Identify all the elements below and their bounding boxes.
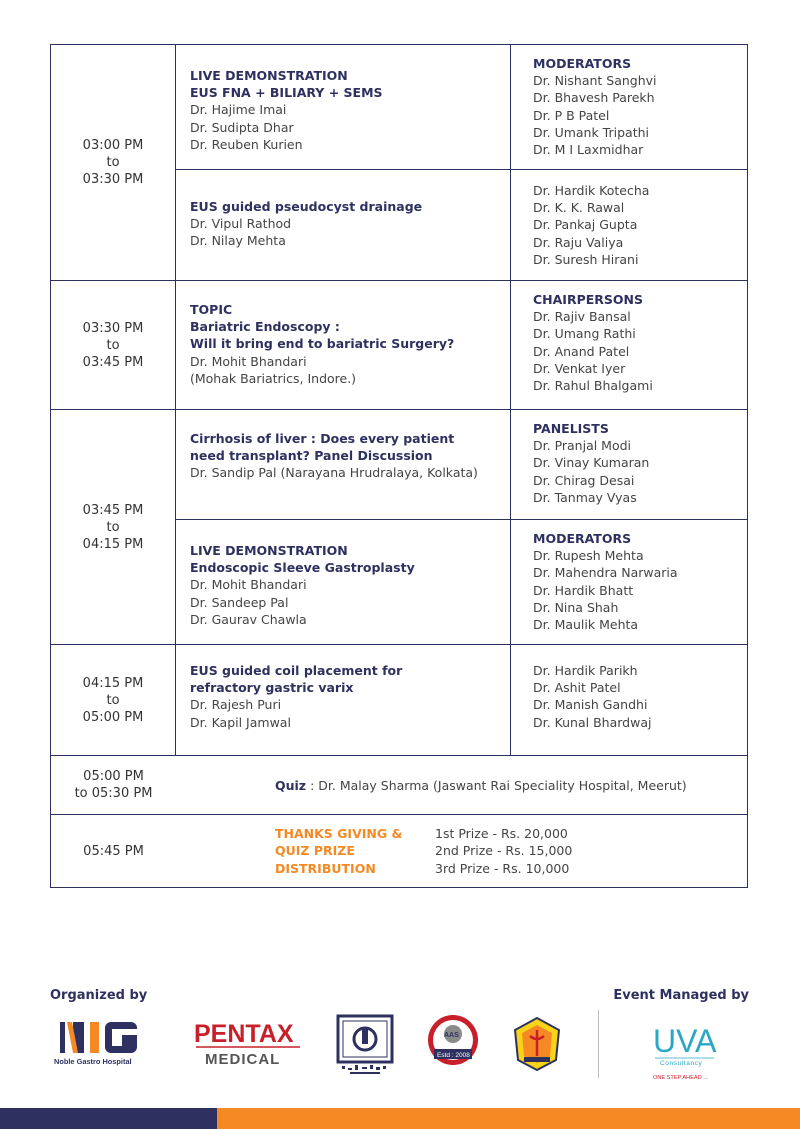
session-topic <box>176 645 511 755</box>
aas-text: AAS <box>444 1032 459 1039</box>
session-title: refractory gastric varix <box>190 680 354 696</box>
time-text: to <box>106 692 120 708</box>
time-text: 03:00 PM <box>82 138 144 153</box>
schedule-row <box>51 645 747 756</box>
session-title: need transplant? Panel Discussion <box>190 448 433 464</box>
time-slot <box>51 756 176 814</box>
panel-role-heading: MODERATORS <box>533 531 632 546</box>
speaker-name: Dr. Sudipta Dhar <box>190 119 294 135</box>
schedule-row <box>51 281 747 410</box>
panel-role-heading: MODERATORS <box>533 56 632 71</box>
session-topic <box>176 170 511 280</box>
time-text: 03:45 PM <box>82 354 144 370</box>
session-type-heading: LIVE DEMONSTRATION <box>190 68 348 83</box>
session-topic <box>176 410 511 519</box>
session <box>176 645 747 755</box>
time-text: to 05:30 PM <box>74 786 153 801</box>
panel-role-heading: PANELISTS <box>533 421 609 436</box>
panel-member-name: Dr. Vinay Kumaran <box>533 455 650 471</box>
schedule-row <box>51 45 747 281</box>
quiz-master: : Dr. Malay Sharma (Jaswant Rai Speciality Hospital, Meerut) <box>306 777 687 793</box>
pentax-medical-logo <box>192 1018 304 1070</box>
aas-estd-text: Estd : 2008 <box>437 1052 470 1059</box>
time-slot <box>51 815 176 887</box>
panel-member-name: Dr. P B Patel <box>533 107 610 123</box>
prize-item: 3rd Prize - Rs. 10,000 <box>435 860 570 876</box>
prize-item: 1st Prize - Rs. 20,000 <box>435 826 568 842</box>
session-panel <box>511 410 747 519</box>
schedule-row <box>51 410 747 645</box>
session-panel <box>511 45 747 169</box>
session-topic <box>176 281 511 409</box>
panel-member-name: Dr. Anand Patel <box>533 343 630 359</box>
panel-member-name: Dr. Maulik Mehta <box>533 617 639 633</box>
session <box>176 520 747 644</box>
panel-member-name: Dr. Rahul Bhalgami <box>533 378 653 394</box>
session <box>176 281 747 409</box>
session-topic <box>176 45 511 169</box>
session-title: Bariatric Endoscopy : <box>190 319 340 335</box>
session-topic <box>176 520 511 644</box>
time-text: 03:30 PM <box>82 172 144 187</box>
time-slot <box>51 45 176 280</box>
uva-caption: Consultancy <box>660 1060 703 1067</box>
closing-row <box>51 815 747 887</box>
session <box>176 170 747 280</box>
thanks-giving-title <box>176 825 435 877</box>
quiz-label: Quiz <box>275 777 307 793</box>
panel-member-name: Dr. Pranjal Modi <box>533 438 632 454</box>
event-managed-by-label: Event Managed by <box>613 988 749 1003</box>
society-emblem-logo <box>336 1014 394 1076</box>
prize-list <box>435 825 572 877</box>
quiz-row <box>51 756 747 815</box>
speaker-name: Dr. Reuben Kurien <box>190 136 303 152</box>
speaker-name: (Mohak Bariatrics, Indore.) <box>190 370 357 386</box>
speaker-name: Dr. Vipul Rathod <box>190 216 292 232</box>
speaker-name: Dr. Mohit Bhandari <box>190 353 307 369</box>
time-text: 03:45 PM <box>82 502 144 518</box>
panel-member-name: Dr. Nina Shah <box>533 599 619 615</box>
panel-member-name: Dr. Suresh Hirani <box>533 251 639 267</box>
session-panel <box>511 645 747 755</box>
pentax-text: PENTAX <box>194 1020 294 1048</box>
session-title: EUS guided pseudocyst drainage <box>190 199 423 214</box>
panel-member-name: Dr. Raju Valiya <box>533 234 624 250</box>
uva-tagline: ONE STEP AHEAD ... <box>653 1075 708 1081</box>
time-text: 05:45 PM <box>83 843 144 859</box>
speaker-name: Dr. Kapil Jamwal <box>190 714 291 730</box>
time-slot <box>51 410 176 644</box>
session-title: Will it bring end to bariatric Surgery? <box>190 336 455 352</box>
panel-member-name: Dr. Kunal Bhardwaj <box>533 714 652 730</box>
speaker-name: Dr. Nilay Mehta <box>190 233 286 249</box>
panel-member-name: Dr. Umang Rathi <box>533 326 636 342</box>
footer-divider <box>598 1010 599 1078</box>
medical-text: MEDICAL <box>205 1051 281 1068</box>
panel-member-name: Dr. Pankaj Gupta <box>533 217 638 233</box>
session-type-heading: TOPIC <box>190 302 233 317</box>
shield-logo <box>512 1016 562 1072</box>
panel-member-name: Dr. Hardik Parikh <box>533 663 638 678</box>
speaker-name: Dr. Hajime Imai <box>190 102 287 118</box>
time-slot <box>51 281 176 409</box>
panel-member-name: Dr. Chirag Desai <box>533 472 635 488</box>
time-text: to <box>106 155 120 170</box>
panel-role-heading: CHAIRPERSONS <box>533 292 644 307</box>
panel-member-name: Dr. Tanmay Vyas <box>533 489 637 505</box>
session-panel <box>511 170 747 280</box>
session-title: Endoscopic Sleeve Gastroplasty <box>190 560 415 576</box>
session <box>176 410 747 520</box>
time-text: 05:00 PM <box>83 769 144 784</box>
panel-member-name: Dr. Hardik Kotecha <box>533 183 650 198</box>
footer-bar-navy <box>0 1108 217 1129</box>
time-slot <box>51 645 176 755</box>
panel-member-name: Dr. Bhavesh Parekh <box>533 90 655 106</box>
speaker-name: Dr. Mohit Bhandari <box>190 577 307 593</box>
session-panel <box>511 281 747 409</box>
time-text: to <box>106 519 120 535</box>
session-type-heading: LIVE DEMONSTRATION <box>190 543 348 558</box>
panel-member-name: Dr. Rupesh Mehta <box>533 548 644 564</box>
session-title: EUS guided coil placement for <box>190 663 403 678</box>
time-text: 03:30 PM <box>82 320 144 336</box>
time-text: to <box>106 337 120 353</box>
speaker-name: Dr. Sandeep Pal <box>190 594 289 610</box>
speaker-name: Dr. Gaurav Chawla <box>190 611 307 627</box>
speaker-name: Dr. Sandip Pal (Narayana Hrudralaya, Kolkata) <box>190 465 478 481</box>
time-text: 05:00 PM <box>82 709 144 725</box>
panel-member-name: Dr. K. K. Rawal <box>533 200 625 216</box>
panel-member-name: Dr. Nishant Sanghvi <box>533 73 657 89</box>
closing-title-line: QUIZ PRIZE DISTRIBUTION <box>275 843 376 876</box>
time-text: 04:15 PM <box>82 536 144 552</box>
closing-title-line: THANKS GIVING & <box>275 826 403 842</box>
schedule-table <box>50 44 748 888</box>
uva-text: UVA <box>653 1023 717 1059</box>
panel-member-name: Dr. Mahendra Narwaria <box>533 565 678 581</box>
quiz-description <box>176 778 687 793</box>
session-title: EUS FNA + BILIARY + SEMS <box>190 85 383 101</box>
panel-member-name: Dr. Ashit Patel <box>533 680 621 696</box>
footer-bar-orange <box>217 1108 800 1129</box>
panel-member-name: Dr. Rajiv Bansal <box>533 309 631 325</box>
panel-member-name: Dr. Hardik Bhatt <box>533 582 634 598</box>
nig-logo <box>50 1018 160 1070</box>
aas-logo <box>425 1012 481 1072</box>
prize-item: 2nd Prize - Rs. 15,000 <box>435 843 573 859</box>
nig-caption: Noble Gastro Hospital <box>54 1057 132 1066</box>
organized-by-label: Organized by <box>50 988 148 1003</box>
uva-consultancy-logo <box>650 1012 720 1084</box>
panel-member-name: Dr. Umank Tripathi <box>533 124 649 140</box>
speaker-name: Dr. Rajesh Puri <box>190 697 282 713</box>
session-panel <box>511 520 747 644</box>
panel-member-name: Dr. Venkat Iyer <box>533 360 626 376</box>
time-text: 04:15 PM <box>82 675 144 691</box>
session-title: Cirrhosis of liver : Does every patient <box>190 431 455 446</box>
session <box>176 45 747 170</box>
panel-member-name: Dr. M I Laxmidhar <box>533 142 644 158</box>
panel-member-name: Dr. Manish Gandhi <box>533 697 648 713</box>
